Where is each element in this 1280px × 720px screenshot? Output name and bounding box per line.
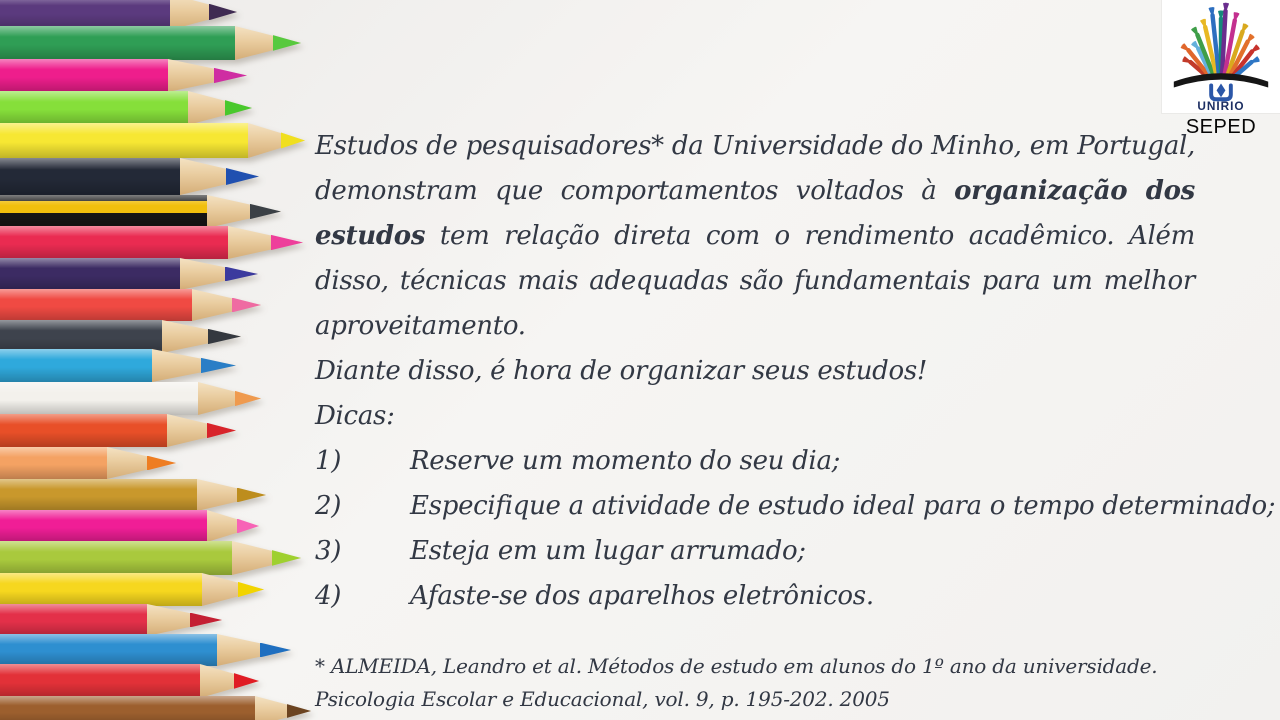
tip-text: Especifique a atividade de estudo ideal para o tempo determinado; xyxy=(410,491,1276,521)
tips-label: Dicas: xyxy=(315,401,395,431)
colored-pencil xyxy=(0,226,303,259)
tip-item xyxy=(315,439,1195,484)
colored-pencils-image xyxy=(0,0,330,720)
finger-stroke xyxy=(1252,61,1259,62)
colored-pencil xyxy=(0,59,247,92)
colored-pencil xyxy=(0,510,259,542)
colored-pencil xyxy=(0,258,258,290)
unirio-logo-graphic xyxy=(1162,0,1280,113)
tip-item xyxy=(315,484,1276,529)
tip-item xyxy=(315,529,1195,574)
intro-text-bold: organização dos estudos xyxy=(315,176,1195,251)
colored-pencil xyxy=(0,289,261,321)
tip-number: 3) xyxy=(315,536,342,566)
colored-pencil xyxy=(0,479,266,511)
u-diamond-icon xyxy=(1217,84,1226,98)
colored-pencil xyxy=(0,195,281,228)
colored-pencil xyxy=(0,664,259,698)
finger-stroke xyxy=(1213,8,1214,15)
tip-text: Reserve um momento do seu dia; xyxy=(410,446,841,476)
colored-pencil xyxy=(0,604,222,636)
call-to-action: Diante disso, é hora de organizar seus estudos! xyxy=(315,356,928,386)
tip-text: Afaste-se dos aparelhos eletrônicos. xyxy=(410,581,874,611)
unirio-wordmark: UNIRIO xyxy=(1197,99,1245,113)
colored-pencil xyxy=(0,414,236,447)
colored-pencil xyxy=(0,123,305,158)
unirio-logo xyxy=(1162,0,1280,113)
colored-pencil xyxy=(0,382,261,415)
tip-number: 2) xyxy=(315,491,342,521)
colored-pencil xyxy=(0,447,176,479)
intro-text-before: Estudos de pesquisadores* da Universidade do Minho, em Portugal, demonstram que comportamentos voltados à xyxy=(315,131,1195,206)
intro-paragraph xyxy=(315,124,1195,349)
colored-pencil xyxy=(0,573,264,606)
colored-pencil xyxy=(0,26,301,60)
colored-pencil xyxy=(0,158,259,195)
tip-number: 1) xyxy=(315,446,342,476)
tip-text: Esteja em um lugar arrumado; xyxy=(410,536,806,566)
colored-pencil xyxy=(0,91,252,125)
colored-pencil xyxy=(0,349,236,382)
tip-number: 4) xyxy=(315,581,342,611)
colored-pencil xyxy=(0,541,301,575)
tips-list xyxy=(315,439,1276,619)
footnote-citation: * ALMEIDA, Leandro et al. Métodos de estudo em alunos do 1º ano da universidade. Psicologia Escolar e Educacional, vol. 9, p. 195-202. 2005 xyxy=(315,654,1158,711)
intro-text-after: tem relação direta com o rendimento acadêmico. Além disso, técnicas mais adequadas são fundamentais para um melhor aproveitamento. xyxy=(315,221,1195,341)
seped-label: SEPED xyxy=(1185,116,1257,138)
colored-pencil xyxy=(0,634,291,666)
colored-pencil xyxy=(0,696,311,720)
tip-item xyxy=(315,574,1195,619)
